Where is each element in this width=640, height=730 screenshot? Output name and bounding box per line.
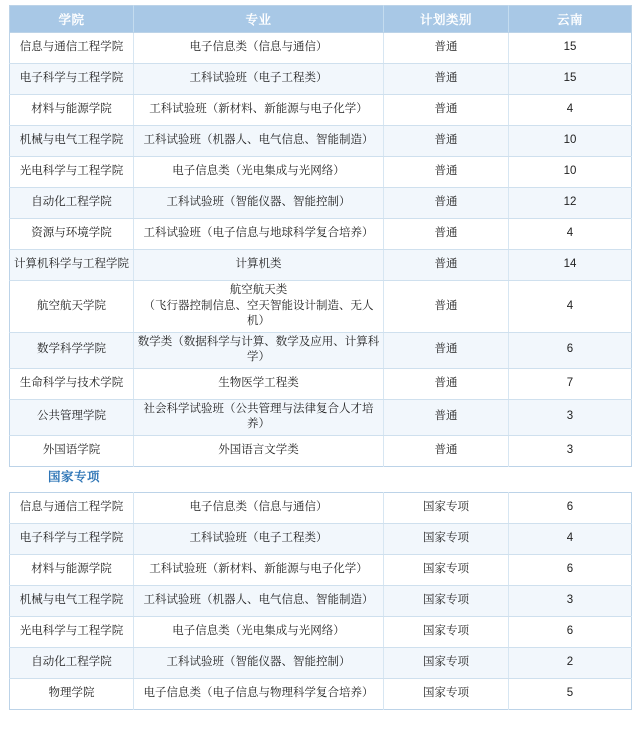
cell-category: 国家专项 <box>384 555 509 586</box>
cell-major: 计算机类 <box>134 250 384 281</box>
cell-quota: 4 <box>509 281 632 333</box>
cell-college: 航空航天学院 <box>10 281 134 333</box>
major-line-2: （飞行器控制信息、空天智能设计制造、无人机） <box>143 299 374 328</box>
cell-major: 工科试验班（机器人、电气信息、智能制造） <box>134 126 384 157</box>
cell-category: 普通 <box>384 126 509 157</box>
cell-category: 普通 <box>384 188 509 219</box>
cell-category: 普通 <box>384 332 509 368</box>
table-row <box>10 679 632 710</box>
column-header-quota: 云南 <box>509 6 632 33</box>
cell-category: 普通 <box>384 157 509 188</box>
cell-college: 数学科学学院 <box>10 332 134 368</box>
cell-major: 工科试验班（新材料、新能源与电子化学） <box>134 95 384 126</box>
cell-college: 电子科学与工程学院 <box>10 64 134 95</box>
cell-category: 普通 <box>384 250 509 281</box>
header-row <box>10 6 632 33</box>
table-row <box>10 524 632 555</box>
table-row <box>10 188 632 219</box>
cell-major: 外国语言文学类 <box>134 435 384 466</box>
cell-major: 工科试验班（智能仪器、智能控制） <box>134 188 384 219</box>
cell-category: 国家专项 <box>384 679 509 710</box>
cell-quota: 10 <box>509 157 632 188</box>
major-line-1: 航空航天类 <box>229 284 288 296</box>
cell-college: 光电科学与工程学院 <box>10 617 134 648</box>
national-table-body <box>10 493 632 710</box>
cell-quota: 12 <box>509 188 632 219</box>
table-row <box>10 399 632 435</box>
cell-college: 信息与通信工程学院 <box>10 33 134 64</box>
cell-major: 电子信息类（光电集成与光网络） <box>134 617 384 648</box>
cell-quota: 4 <box>509 219 632 250</box>
table-row <box>10 368 632 399</box>
column-header-category: 计划类别 <box>384 6 509 33</box>
cell-quota: 4 <box>509 95 632 126</box>
national-section-header <box>9 464 631 490</box>
table-row <box>10 281 632 333</box>
cell-college: 机械与电气工程学院 <box>10 126 134 157</box>
cell-quota: 6 <box>509 555 632 586</box>
cell-college: 自动化工程学院 <box>10 188 134 219</box>
cell-major: 工科试验班（电子工程类） <box>134 524 384 555</box>
cell-major: 工科试验班（新材料、新能源与电子化学） <box>134 555 384 586</box>
general-plan-table <box>9 5 632 467</box>
cell-quota: 6 <box>509 332 632 368</box>
cell-major: 电子信息类（信息与通信） <box>134 33 384 64</box>
table-row <box>10 435 632 466</box>
table-row <box>10 586 632 617</box>
cell-quota: 15 <box>509 33 632 64</box>
cell-quota: 7 <box>509 368 632 399</box>
cell-quota: 6 <box>509 617 632 648</box>
cell-quota: 3 <box>509 435 632 466</box>
table-row <box>10 555 632 586</box>
table-row <box>10 157 632 188</box>
cell-college: 材料与能源学院 <box>10 555 134 586</box>
cell-major: 工科试验班（智能仪器、智能控制） <box>134 648 384 679</box>
table-row <box>10 33 632 64</box>
cell-category: 国家专项 <box>384 586 509 617</box>
cell-major <box>134 281 384 333</box>
table-row <box>10 332 632 368</box>
cell-quota: 4 <box>509 524 632 555</box>
cell-quota: 3 <box>509 586 632 617</box>
cell-category: 普通 <box>384 64 509 95</box>
cell-quota: 15 <box>509 64 632 95</box>
cell-college: 光电科学与工程学院 <box>10 157 134 188</box>
cell-quota: 10 <box>509 126 632 157</box>
general-table-body <box>10 33 632 467</box>
table-row <box>10 493 632 524</box>
cell-quota: 14 <box>509 250 632 281</box>
cell-quota: 3 <box>509 399 632 435</box>
cell-college: 公共管理学院 <box>10 399 134 435</box>
cell-category: 国家专项 <box>384 493 509 524</box>
cell-major: 社会科学试验班（公共管理与法律复合人才培养） <box>134 399 384 435</box>
cell-college: 材料与能源学院 <box>10 95 134 126</box>
section-label-national: 国家专项 <box>48 470 101 484</box>
cell-college: 机械与电气工程学院 <box>10 586 134 617</box>
cell-college: 物理学院 <box>10 679 134 710</box>
cell-category: 普通 <box>384 219 509 250</box>
cell-major: 电子信息类（光电集成与光网络） <box>134 157 384 188</box>
cell-major: 电子信息类（信息与通信） <box>134 493 384 524</box>
cell-category: 普通 <box>384 95 509 126</box>
cell-college: 资源与环境学院 <box>10 219 134 250</box>
cell-major: 电子信息类（电子信息与物理科学复合培养） <box>134 679 384 710</box>
cell-major: 工科试验班（机器人、电气信息、智能制造） <box>134 586 384 617</box>
table-row <box>10 95 632 126</box>
table-row <box>10 64 632 95</box>
cell-category: 国家专项 <box>384 648 509 679</box>
cell-category: 国家专项 <box>384 617 509 648</box>
table-row <box>10 219 632 250</box>
table-row <box>10 648 632 679</box>
cell-major: 工科试验班（电子工程类） <box>134 64 384 95</box>
table-header <box>10 6 632 33</box>
cell-college: 计算机科学与工程学院 <box>10 250 134 281</box>
national-plan-table <box>9 492 632 710</box>
cell-major: 生物医学工程类 <box>134 368 384 399</box>
cell-college: 外国语学院 <box>10 435 134 466</box>
table-row <box>10 250 632 281</box>
cell-quota: 2 <box>509 648 632 679</box>
column-header-major: 专业 <box>134 6 384 33</box>
table-row <box>10 126 632 157</box>
general-plan-table-wrapper <box>9 5 631 467</box>
column-header-college: 学院 <box>10 6 134 33</box>
cell-category: 普通 <box>384 281 509 333</box>
cell-college: 生命科学与技术学院 <box>10 368 134 399</box>
cell-quota: 5 <box>509 679 632 710</box>
cell-category: 普通 <box>384 368 509 399</box>
cell-category: 国家专项 <box>384 524 509 555</box>
table-row <box>10 617 632 648</box>
cell-college: 信息与通信工程学院 <box>10 493 134 524</box>
national-plan-table-wrapper <box>9 492 631 710</box>
cell-category: 普通 <box>384 435 509 466</box>
cell-college: 电子科学与工程学院 <box>10 524 134 555</box>
cell-major: 数学类（数据科学与计算、数学及应用、计算科学） <box>134 332 384 368</box>
cell-category: 普通 <box>384 33 509 64</box>
cell-category: 普通 <box>384 399 509 435</box>
cell-quota: 6 <box>509 493 632 524</box>
cell-college: 自动化工程学院 <box>10 648 134 679</box>
cell-major: 工科试验班（电子信息与地球科学复合培养） <box>134 219 384 250</box>
